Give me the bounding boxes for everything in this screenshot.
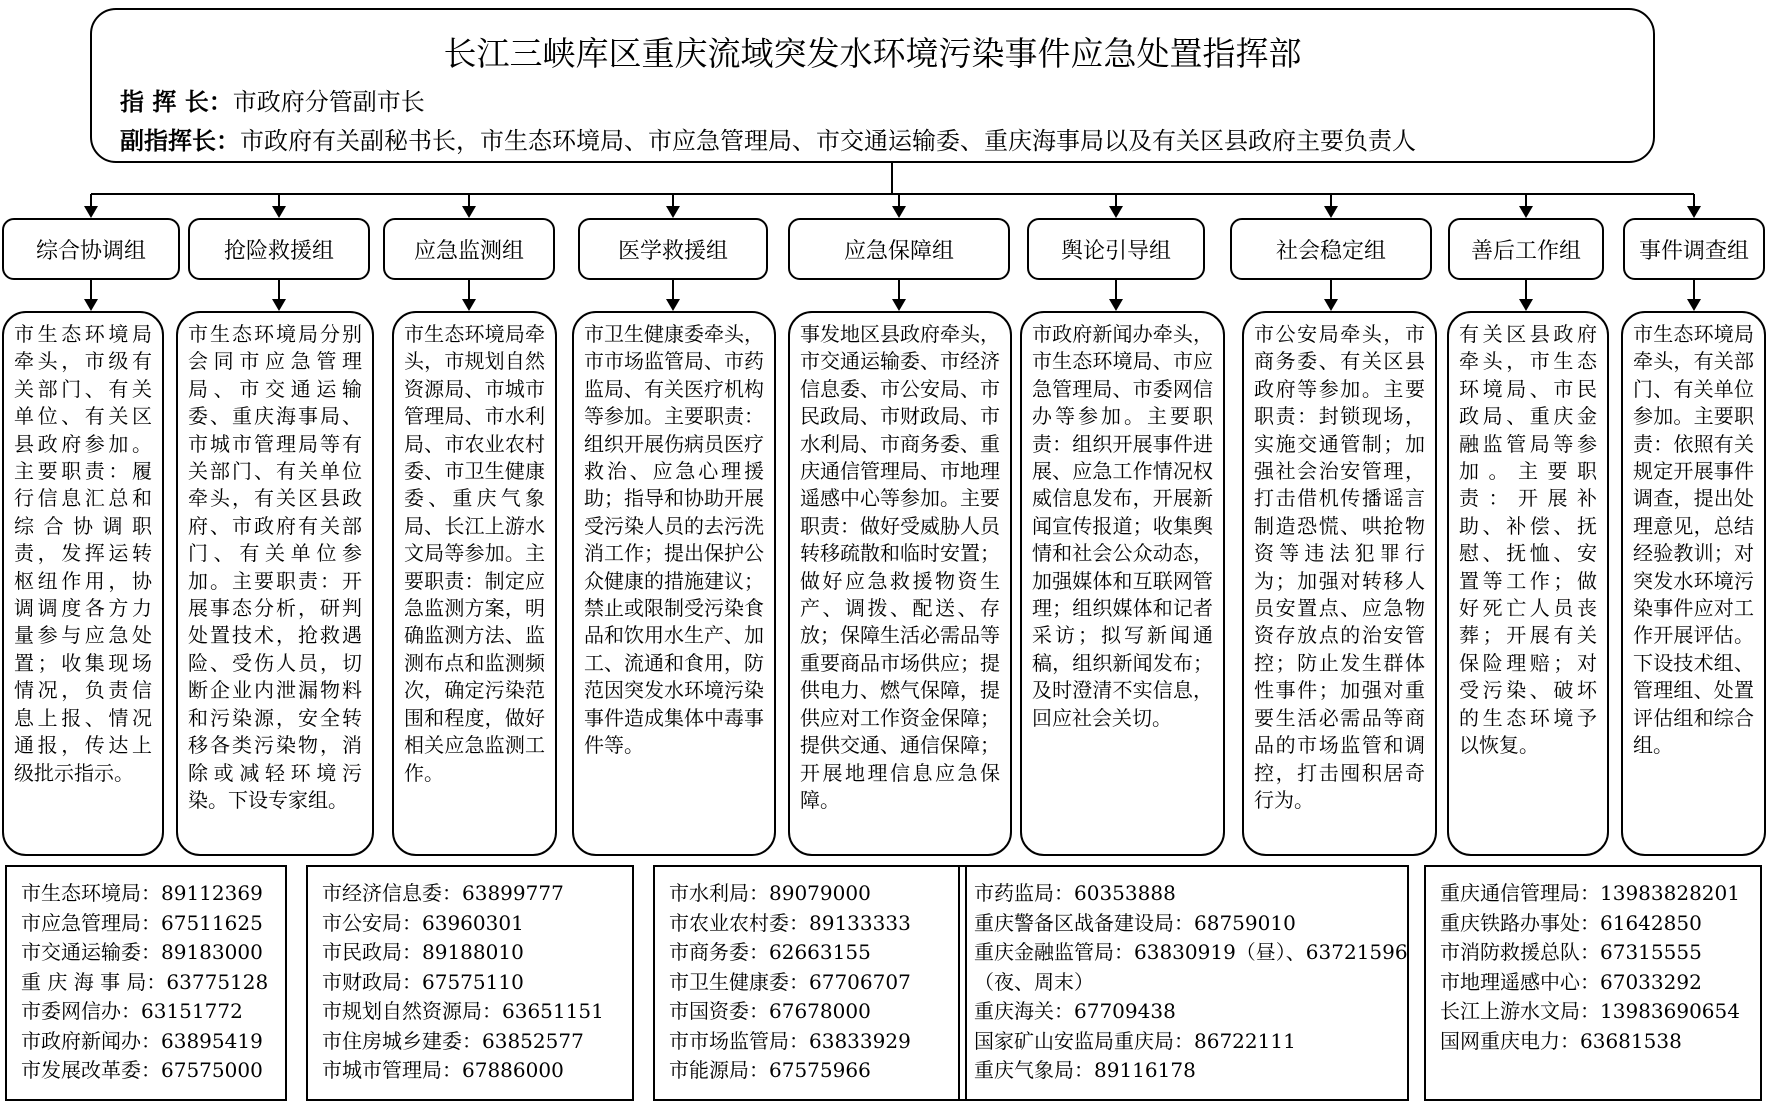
contact-entry: 市消防救援总队：67315555 (1440, 940, 1702, 964)
arrow-head (1324, 299, 1338, 311)
contact-entry: 国家矿山安监局重庆局：86722111 (974, 1028, 1296, 1053)
contact-entry: 市规划自然资源局：63651151 (322, 999, 604, 1023)
arrow-head (1324, 206, 1338, 218)
arrow-head (84, 206, 98, 218)
contact-box (5, 865, 287, 1101)
contact-entry: 重庆气象局：89116178 (974, 1058, 1196, 1082)
arrow-head (272, 206, 286, 218)
arrow-head (892, 206, 906, 218)
group-box: 应急保障组 (788, 218, 1010, 280)
contact-entry: 市市场监管局：63833929 (669, 1028, 911, 1053)
arrow-head (1519, 299, 1533, 311)
arrow-head (462, 299, 476, 311)
arrow-head (1519, 206, 1533, 218)
group-box: 善后工作组 (1448, 218, 1604, 280)
group-box: 事件调查组 (1623, 218, 1765, 280)
group-duty-box: 市卫生健康委牵头，市市场监管局、市药监局、有关医疗机构等参加。主要职责：组织开展伤病员医疗救治、应急心理援助；指导和协助开展受污染人员的去污洗消工作；提出保护公众健康的措施建议；禁止或限制受污染食品和饮用水生产、加工、流通和食用，防范因突发水环境污染事件造成集体中毒事件等。 (572, 311, 776, 856)
contact-entry: 重庆通信管理局：13983828201 (1440, 881, 1740, 905)
group-box: 抢险救援组 (188, 218, 370, 280)
group-box: 综合协调组 (2, 218, 180, 280)
group-duty-box: 事发地区县政府牵头，市交通运输委、市经济信息委、市公安局、市民政局、市财政局、市水利局、市商务委、重庆通信管理局、市地理遥感中心等参加。主要职责：做好受威胁人员转移疏散和临时安置；做好应急救援物资生产、调拨、配送、存放；保障生活必需品等重要商品市场供应；提供电力、燃气保障，提供应对工作资金保障；提供交通、通信保障；开展地理信息应急保障。 (788, 311, 1012, 856)
arrow-head (666, 206, 680, 218)
command-headquarters-box (90, 8, 1655, 163)
group-box: 舆论引导组 (1027, 218, 1205, 280)
group-duty-box: 市政府新闻办牵头，市生态环境局、市应急管理局、市委网信办等参加。主要职责：组织开展事件进展、应急工作情况权威信息发布，开展新闻宣传报道；收集舆情和社会公众动态，加强媒体和互联网管理；组织媒体和记者采访；拟写新闻通稿，组织新闻发布；及时澄清不实信息，回应社会关切。 (1020, 311, 1225, 856)
group-duty-box: 市生态环境局牵头，市规划自然资源局、市城市管理局、市水利局、市农业农村委、市卫生健康委、重庆气象局、长江上游水文局等参加。主要职责：制定应急监测方案，明确监测方法、监测布点和监测频次，确定污染范围和程度，做好相关应急监测工作。 (392, 311, 557, 856)
deputy-commander-value: 市政府有关副秘书长，市生态环境局、市应急管理局、市交通运输委、重庆海事局以及有关区县政府主要负责人 (240, 127, 1416, 155)
arrow-head (84, 299, 98, 311)
contact-entry: 重庆警备区战备建设局：68759010 (974, 910, 1296, 935)
contact-entry: 市公安局：63960301 (322, 910, 524, 935)
contact-entry: 重庆金融监管局：63830919（昼）、63721596 (974, 940, 1408, 964)
contact-entry: 市财政局：67575110 (322, 969, 524, 994)
arrow-head (1109, 206, 1123, 218)
group-box: 社会稳定组 (1230, 218, 1432, 280)
contact-entry: 市委网信办：63151772 (21, 999, 243, 1023)
group-duty-box: 有关区县政府牵头，市生态环境局、市民政局、重庆金融监管局等参加。主要职责：开展补助、补偿、抚慰、抚恤、安置等工作；做好死亡人员丧葬；开展有关保险理赔；对受污染、破坏的生态环境予以恢复。 (1447, 311, 1609, 856)
contact-entry: 市城市管理局：67886000 (322, 1058, 564, 1082)
contact-entry: 市地理遥感中心：67033292 (1440, 969, 1702, 994)
contact-entry: 重庆铁路办事处：61642850 (1440, 910, 1702, 935)
contact-entry: 市药监局：60353888 (974, 881, 1176, 905)
contact-entry: 市水利局：89079000 (669, 881, 871, 905)
commander-line (120, 82, 425, 117)
contact-entry: 市国资委：67678000 (669, 999, 871, 1023)
contact-entry: 长江上游水文局：13983690654 (1440, 999, 1740, 1023)
arrow-head (462, 206, 476, 218)
group-duty-box: 市生态环境局分别会同市应急管理局、市交通运输委、重庆海事局、市城市管理局等有关部门、有关单位牵头，有关区县政府、市政府有关部门、有关单位参加。主要职责：开展事态分析，研判处置技术，抢救遇险、受伤人员，切断企业内泄漏物料和污染源，安全转移各类污染物，消除或减轻环境污染。下设专家组。 (176, 311, 374, 856)
group-duty-box: 市公安局牵头，市商务委、有关区县政府等参加。主要职责：封锁现场，实施交通管制；加强社会治安管理，打击借机传播谣言制造恐慌、哄抢物资等违法犯罪行为；加强对转移人员安置点、应急物资存放点的治安管控；防止发生群体性事件；加强对重要生活必需品等商品的市场监管和调控，打击囤积居奇行为。 (1242, 311, 1437, 856)
contact-entry: 市发展改革委：67575000 (21, 1058, 263, 1082)
contact-entry: 市交通运输委：89183000 (21, 940, 263, 964)
contact-entry: 市应急管理局：67511625 (21, 910, 263, 935)
arrow-head (1687, 206, 1701, 218)
arrow-head (666, 299, 680, 311)
contact-entry: 市能源局：67575966 (669, 1058, 871, 1082)
commander-label: 指 挥 长： (120, 88, 233, 116)
arrow-head (892, 299, 906, 311)
contact-entry: 市商务委：62663155 (669, 940, 871, 964)
contact-box (958, 865, 1409, 1101)
arrow-head (1687, 299, 1701, 311)
deputy-commander-label: 副指挥长： (120, 127, 240, 155)
contact-entry: 市生态环境局：89112369 (21, 881, 263, 905)
contact-box (653, 865, 967, 1101)
group-box: 应急监测组 (383, 218, 555, 280)
contact-entry: 市卫生健康委：67706707 (669, 969, 911, 994)
commander-value: 市政府分管副市长 (232, 88, 425, 116)
arrow-head (272, 299, 286, 311)
contact-box (306, 865, 634, 1101)
contact-entry: 国网重庆电力：63681538 (1440, 1028, 1682, 1053)
group-box: 医学救援组 (578, 218, 768, 280)
arrow-head (1109, 299, 1123, 311)
contact-entry: 重 庆 海 事 局：63775128 (21, 969, 269, 994)
contact-entry: 市住房城乡建委：63852577 (322, 1028, 584, 1053)
headquarters-title: 长江三峡库区重庆流域突发水环境污染事件应急处置指挥部 (443, 34, 1302, 73)
contact-entry: 市经济信息委：63899777 (322, 881, 564, 905)
group-duty-box: 市生态环境局牵头，市级有关部门、有关单位、有关区县政府参加。主要职责：履行信息汇总和综合协调职责，发挥运转枢纽作用，协调调度各方力量参与应急处置；收集现场情况，负责信息上报、情况通报，传达上级批示指示。 (2, 311, 164, 856)
contact-box (1424, 865, 1762, 1101)
contact-entry: （夜、周末） (974, 969, 1094, 994)
deputy-commander-line (120, 121, 1416, 156)
contact-entry: 市民政局：89188010 (322, 940, 524, 964)
group-duty-box: 市生态环境局牵头，有关部门、有关单位参加。主要职责：依照有关规定开展事件调查，提出处理意见，总结经验教训；对突发水环境污染事件应对工作开展评估。下设技术组、管理组、处置评估组和综合组。 (1621, 311, 1766, 856)
contact-entry: 重庆海关：67709438 (974, 999, 1176, 1023)
contact-entry: 市农业农村委：89133333 (669, 910, 911, 935)
contact-entry: 市政府新闻办：63895419 (21, 1028, 263, 1053)
